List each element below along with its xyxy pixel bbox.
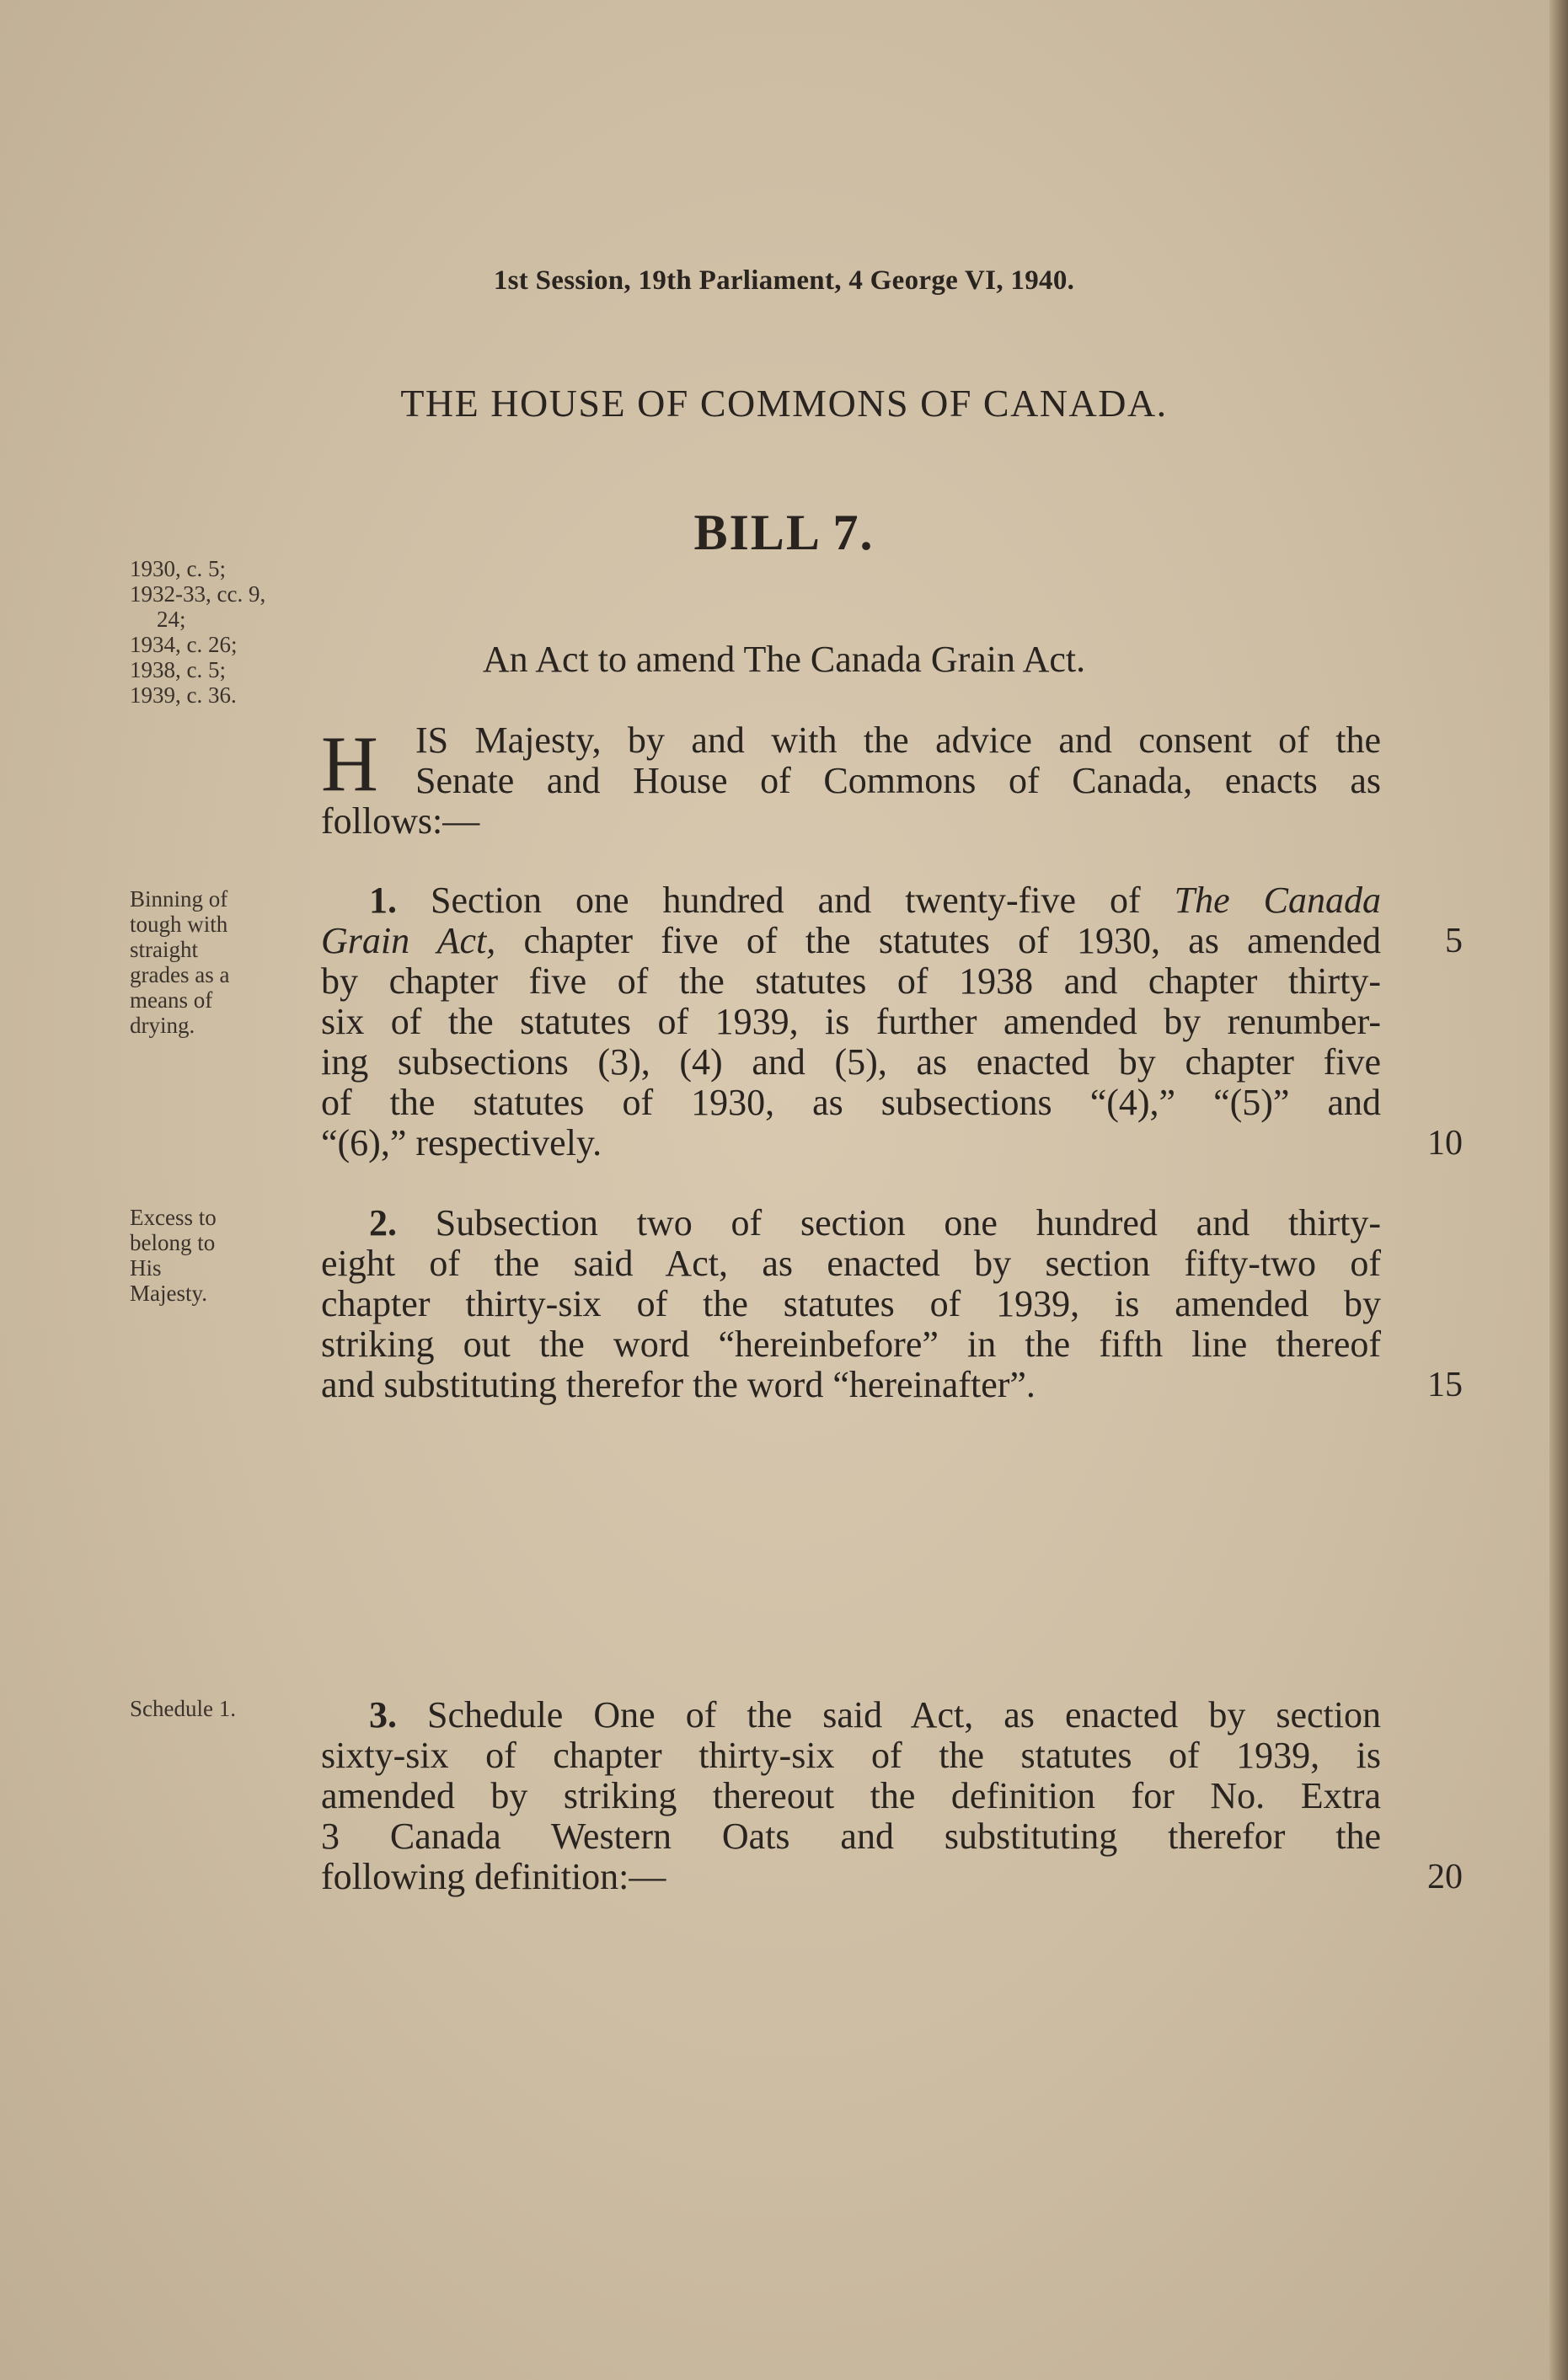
margin-note-line: 1939, c. 36. <box>130 682 237 708</box>
margin-note-line: 1930, c. 5; <box>130 556 226 581</box>
bill-title: BILL 7. <box>693 505 875 560</box>
section-3-line: following definition:— <box>321 1856 666 1897</box>
act-name-italic: The Canada <box>1174 880 1381 921</box>
drop-cap: H <box>321 720 378 808</box>
margin-note-line: means of <box>130 987 213 1013</box>
act-name-italic: Grain Act, <box>321 920 496 961</box>
section-3-line <box>369 1695 1381 1736</box>
section-2-line: chapter thirty-six of the statutes of 1939, is amended by <box>321 1283 1381 1324</box>
margin-note-line: 1934, c. 26; <box>130 632 238 657</box>
section-3-line: sixty-six of chapter thirty-six of the statutes of 1939, is <box>321 1735 1381 1776</box>
margin-note-line: Binning of <box>130 886 228 912</box>
enacting-line: follows:— <box>321 800 480 842</box>
margin-note-line: grades as a <box>130 962 230 987</box>
margin-note-line: 24; <box>157 607 186 632</box>
enacting-line: IS Majesty, by and with the advice and consent of the <box>415 719 1381 761</box>
section-1-line <box>369 880 1381 921</box>
section-number: 2. <box>369 1202 397 1243</box>
section-1-line: six of the statutes of 1939, is further amended by renumber- <box>321 1001 1381 1042</box>
section-3-line: 3 Canada Western Oats and substituting therefor the <box>321 1816 1381 1857</box>
section-1-line: of the statutes of 1930, as subsections “(4),” “(5)” and <box>321 1082 1381 1123</box>
act-title: An Act to amend The Canada Grain Act. <box>482 639 1086 680</box>
line-number: 5 <box>1445 922 1463 960</box>
margin-note-statutes <box>130 556 298 708</box>
margin-note-line: tough with <box>130 912 228 937</box>
margin-note-binning <box>130 886 298 1038</box>
section-number: 1. <box>369 880 397 921</box>
section-1-line <box>321 921 1381 961</box>
margin-note-line: His <box>130 1255 162 1281</box>
margin-note-line: drying. <box>130 1013 195 1038</box>
house-heading: THE HOUSE OF COMMONS OF CANADA. <box>400 382 1168 425</box>
section-2-text: Subsection two of section one hundred and thirty- <box>397 1202 1381 1243</box>
margin-note-line: Excess to <box>130 1205 217 1230</box>
margin-note-line: straight <box>130 937 198 962</box>
line-number: 10 <box>1427 1124 1463 1163</box>
line-number: 20 <box>1427 1858 1463 1896</box>
section-number: 3. <box>369 1694 397 1736</box>
margin-note-schedule <box>130 1696 298 1721</box>
section-1-line: by chapter five of the statutes of 1938 and chapter thirty- <box>321 960 1381 1002</box>
margin-note-excess <box>130 1205 298 1306</box>
section-1-text: chapter five of the statutes of 1930, as amended <box>495 920 1381 961</box>
section-3-line: amended by striking thereout the definition for No. Extra <box>321 1775 1381 1816</box>
line-number: 15 <box>1427 1366 1463 1404</box>
section-1-line: ing subsections (3), (4) and (5), as enacted by chapter five <box>321 1041 1381 1083</box>
section-2-line: and substituting therefor the word “hereinafter”. <box>321 1364 1036 1405</box>
session-heading: 1st Session, 19th Parliament, 4 George VI, 1940. <box>493 265 1075 296</box>
section-1-text: Section one hundred and twenty-five of <box>397 880 1175 921</box>
page-edge-shadow <box>1549 0 1568 2380</box>
margin-note-line: 1938, c. 5; <box>130 657 226 682</box>
margin-note-line: Schedule 1. <box>130 1696 236 1721</box>
section-2-line <box>369 1203 1381 1243</box>
margin-note-line: belong to <box>130 1230 216 1255</box>
enacting-line: Senate and House of Commons of Canada, enacts as <box>415 760 1381 801</box>
section-2-line: eight of the said Act, as enacted by section fifty-two of <box>321 1243 1381 1284</box>
section-2-line: striking out the word “hereinbefore” in the fifth line thereof <box>321 1324 1381 1365</box>
margin-note-line: 1932-33, cc. 9, <box>130 581 266 607</box>
margin-note-line: Majesty. <box>130 1281 207 1306</box>
section-3-text: Schedule One of the said Act, as enacted by section <box>397 1694 1381 1736</box>
section-1-line: “(6),” respectively. <box>321 1122 602 1163</box>
